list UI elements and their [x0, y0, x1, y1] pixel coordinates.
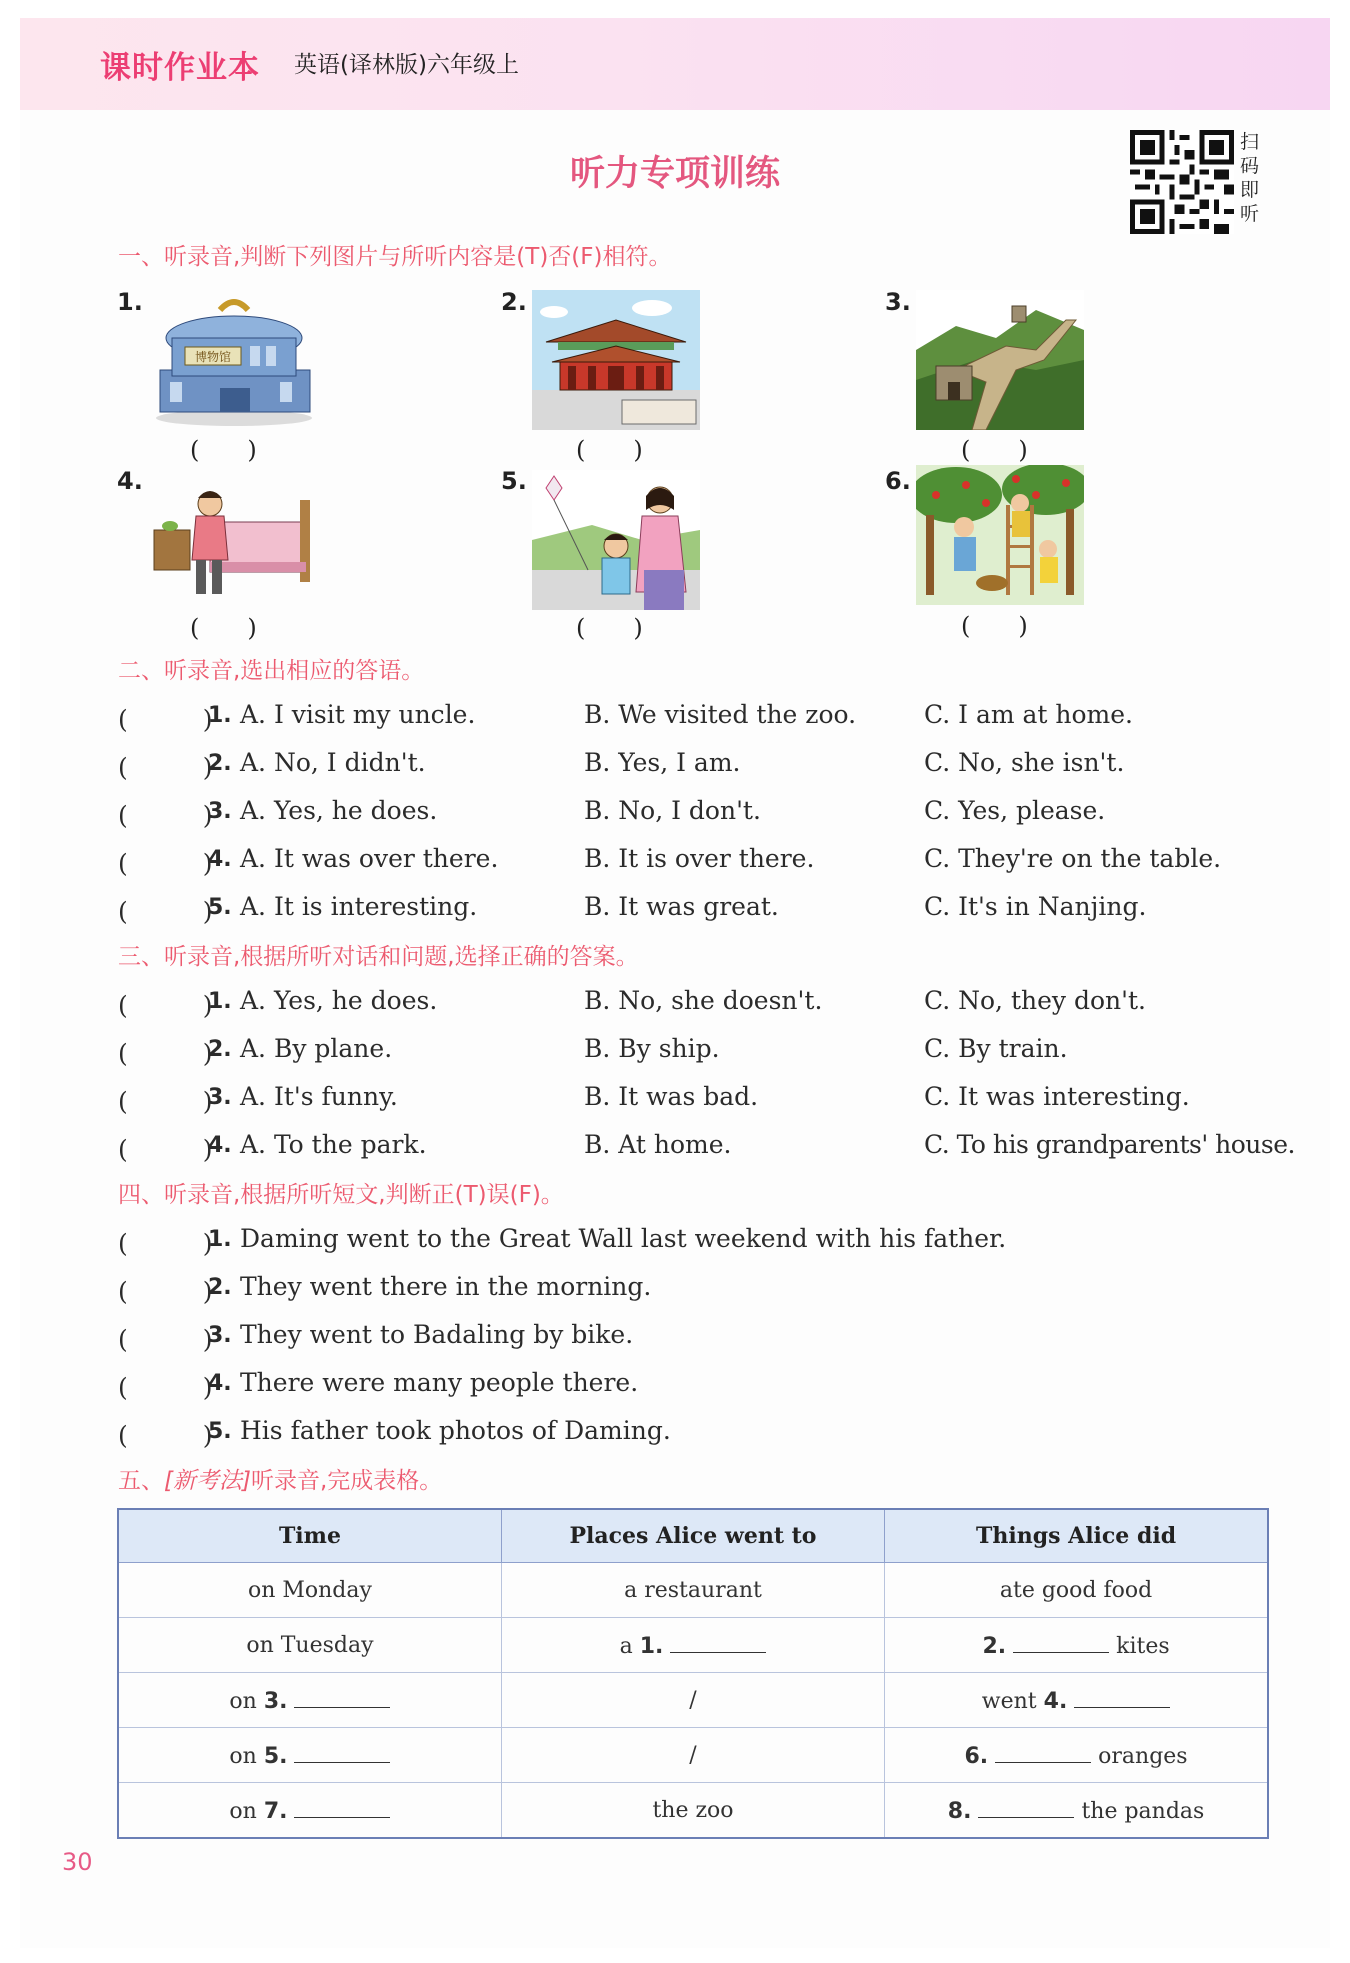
thing-cell: ate good food	[885, 1563, 1268, 1618]
blank-number: 3.	[263, 1688, 288, 1714]
time-cell	[118, 1728, 501, 1783]
option-c: C. They're on the table.	[924, 844, 1222, 873]
option-c: C. No, they don't.	[924, 986, 1146, 1015]
option-a: A. By plane.	[240, 1034, 393, 1063]
brand-title: 课时作业本	[100, 50, 260, 86]
question-number: 5.	[208, 1419, 232, 1444]
picture-number: 1.	[117, 288, 143, 316]
option-a: A. It is interesting.	[240, 892, 478, 921]
thing-suffix: kites	[1116, 1633, 1170, 1659]
question-number: 1.	[208, 1227, 232, 1252]
option-b: B. By ship.	[584, 1034, 720, 1063]
option-b: B. It was bad.	[584, 1082, 759, 1111]
answer-paren[interactable]: ( )	[576, 614, 643, 642]
column-header-time: Time	[118, 1509, 501, 1563]
palace-picture-icon	[532, 290, 700, 430]
picture-number: 2.	[501, 288, 527, 316]
blank-number: 8.	[947, 1798, 972, 1824]
place-cell: the zoo	[501, 1783, 884, 1839]
thing-cell	[885, 1783, 1268, 1839]
answer-blank[interactable]	[1013, 1632, 1109, 1653]
qr-code-icon[interactable]	[1130, 130, 1234, 234]
blank-number: 6.	[964, 1743, 989, 1769]
option-c: C. No, she isn't.	[924, 748, 1125, 777]
time-cell: on Monday	[118, 1563, 501, 1618]
statement-text: They went to Badaling by bike.	[240, 1320, 634, 1349]
table-row	[118, 1673, 1268, 1728]
question-number: 2.	[208, 1037, 232, 1062]
place-prefix: a	[619, 1633, 633, 1659]
statement-text: Daming went to the Great Wall last weekend with his father.	[240, 1224, 1007, 1253]
picture-number: 3.	[885, 288, 911, 316]
thing-suffix: the pandas	[1081, 1798, 1205, 1824]
place-cell	[501, 1618, 884, 1673]
picture-number: 4.	[117, 467, 143, 495]
table-row	[118, 1618, 1268, 1673]
answer-paren[interactable]: ( )	[118, 849, 213, 878]
new-exam-tag: [新考法]	[164, 1468, 251, 1494]
option-b: B. No, she doesn't.	[584, 986, 823, 1015]
blank-number: 7.	[263, 1798, 288, 1824]
section-1-heading: 一、听录音,判断下列图片与所听内容是(T)否(F)相符。	[118, 244, 672, 270]
flying-kite-picture-icon	[532, 470, 700, 610]
column-header-places: Places Alice went to	[501, 1509, 884, 1563]
answer-paren[interactable]: ( )	[118, 897, 213, 926]
option-c: C. I am at home.	[924, 700, 1134, 729]
great-wall-picture-icon	[916, 290, 1084, 430]
option-c: C. To his grandparents' house.	[924, 1130, 1295, 1159]
option-b: B. We visited the zoo.	[584, 700, 857, 729]
alice-week-table	[117, 1508, 1269, 1839]
table-row	[118, 1563, 1268, 1618]
thing-cell	[885, 1618, 1268, 1673]
answer-blank[interactable]	[294, 1797, 390, 1818]
option-a: A. It's funny.	[240, 1082, 398, 1111]
place-cell: /	[501, 1728, 884, 1783]
thing-suffix: oranges	[1098, 1743, 1188, 1769]
answer-paren[interactable]: ( )	[576, 436, 643, 464]
museum-picture-icon	[150, 290, 318, 430]
time-prefix: on	[229, 1798, 257, 1824]
answer-blank[interactable]	[294, 1742, 390, 1763]
picture-number: 6.	[885, 467, 911, 495]
book-subtitle: 英语(译林版)六年级上	[294, 52, 519, 78]
table-row	[118, 1783, 1268, 1839]
question-number: 4.	[208, 847, 232, 872]
time-cell: on Tuesday	[118, 1618, 501, 1673]
option-b: B. Yes, I am.	[584, 748, 741, 777]
place-cell: a restaurant	[501, 1563, 884, 1618]
qr-label-char: 扫	[1240, 131, 1260, 153]
question-number: 3.	[208, 799, 232, 824]
section-5-number: 五、	[118, 1468, 164, 1494]
qr-label-char: 即	[1240, 179, 1260, 201]
answer-blank[interactable]	[995, 1742, 1091, 1763]
answer-paren[interactable]: ( )	[118, 1421, 213, 1450]
statement-text: His father took photos of Daming.	[240, 1416, 671, 1445]
question-number: 2.	[208, 751, 232, 776]
question-number: 4.	[208, 1371, 232, 1396]
picking-apples-picture-icon	[916, 465, 1084, 605]
time-prefix: on	[229, 1688, 257, 1714]
time-cell	[118, 1783, 501, 1839]
option-a: A. I visit my uncle.	[240, 700, 476, 729]
page-title: 听力专项训练	[569, 154, 780, 194]
answer-paren[interactable]: ( )	[118, 1229, 213, 1258]
thing-prefix: went	[981, 1688, 1037, 1714]
blank-number: 4.	[1043, 1688, 1068, 1714]
answer-blank[interactable]	[1074, 1687, 1170, 1708]
blank-number: 5.	[263, 1743, 288, 1769]
section-5-heading	[118, 1462, 442, 1495]
option-a: A. To the park.	[240, 1130, 427, 1159]
question-number: 1.	[208, 703, 232, 728]
answer-blank[interactable]	[294, 1687, 390, 1708]
answer-paren[interactable]: ( )	[961, 612, 1028, 640]
question-number: 1.	[208, 989, 232, 1014]
answer-blank[interactable]	[670, 1632, 766, 1653]
answer-paren[interactable]: ( )	[118, 753, 213, 782]
qr-label-char: 码	[1240, 155, 1260, 177]
option-b: B. At home.	[584, 1130, 732, 1159]
section-2-heading: 二、听录音,选出相应的答语。	[118, 658, 425, 684]
answer-paren[interactable]: ( )	[118, 801, 213, 830]
section-5-instruction: 听录音,完成表格。	[250, 1468, 443, 1494]
page-number: 30	[62, 1848, 93, 1876]
qr-label-char: 听	[1240, 203, 1260, 225]
answer-paren[interactable]: ( )	[118, 705, 213, 734]
option-b: B. It was great.	[584, 892, 779, 921]
museum-sign: 博物馆	[194, 350, 232, 364]
section-4-heading: 四、听录音,根据所听短文,判断正(T)误(F)。	[118, 1182, 564, 1208]
thing-cell	[885, 1728, 1268, 1783]
time-cell	[118, 1673, 501, 1728]
option-c: C. By train.	[924, 1034, 1068, 1063]
answer-paren[interactable]: ( )	[118, 1277, 213, 1306]
column-header-things: Things Alice did	[885, 1509, 1268, 1563]
option-c: C. It was interesting.	[924, 1082, 1190, 1111]
answer-paren[interactable]: ( )	[118, 991, 213, 1020]
option-a: A. It was over there.	[240, 844, 499, 873]
question-number: 3.	[208, 1085, 232, 1110]
question-number: 5.	[208, 895, 232, 920]
question-number: 4.	[208, 1133, 232, 1158]
time-prefix: on	[229, 1743, 257, 1769]
answer-paren[interactable]: ( )	[190, 614, 257, 642]
answer-blank[interactable]	[978, 1797, 1074, 1818]
option-a: A. No, I didn't.	[240, 748, 426, 777]
blank-number: 1.	[639, 1633, 664, 1659]
option-c: C. Yes, please.	[924, 796, 1106, 825]
scan-to-listen-label	[1240, 130, 1262, 226]
answer-paren[interactable]: ( )	[118, 1373, 213, 1402]
picture-number: 5.	[501, 467, 527, 495]
question-number: 2.	[208, 1275, 232, 1300]
answer-paren[interactable]: ( )	[118, 1135, 213, 1164]
question-number: 3.	[208, 1323, 232, 1348]
statement-text: They went there in the morning.	[240, 1272, 652, 1301]
answer-paren[interactable]: ( )	[190, 436, 257, 464]
option-a: A. Yes, he does.	[240, 986, 438, 1015]
thing-cell	[885, 1673, 1268, 1728]
option-c: C. It's in Nanjing.	[924, 892, 1147, 921]
table-header-row	[118, 1509, 1268, 1563]
place-cell: /	[501, 1673, 884, 1728]
option-a: A. Yes, he does.	[240, 796, 438, 825]
option-b: B. It is over there.	[584, 844, 815, 873]
statement-text: There were many people there.	[240, 1368, 639, 1397]
answer-paren[interactable]: ( )	[961, 436, 1028, 464]
option-b: B. No, I don't.	[584, 796, 761, 825]
answer-paren[interactable]: ( )	[118, 1039, 213, 1068]
table-row	[118, 1728, 1268, 1783]
blank-number: 2.	[982, 1633, 1007, 1659]
answer-paren[interactable]: ( )	[118, 1325, 213, 1354]
section-3-heading: 三、听录音,根据所听对话和问题,选择正确的答案。	[118, 944, 639, 970]
making-bed-picture-icon	[150, 470, 318, 610]
answer-paren[interactable]: ( )	[118, 1087, 213, 1116]
